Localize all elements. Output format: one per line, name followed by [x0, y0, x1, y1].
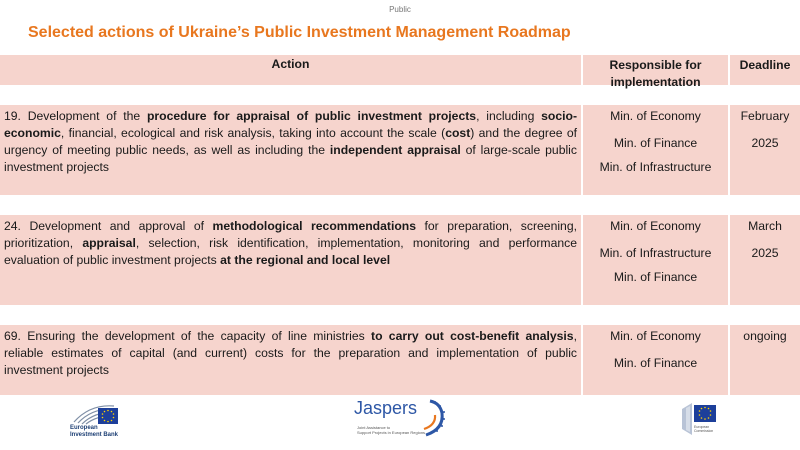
action-emphasis: appraisal	[82, 236, 136, 250]
roadmap-table	[0, 55, 800, 395]
footer-logos	[0, 395, 800, 445]
responsible-cell	[583, 325, 730, 395]
ec-line1: European	[694, 425, 710, 429]
responsible-item: Min. of Economy	[610, 329, 701, 343]
ec-line2: Commission	[694, 429, 714, 433]
deadline-cell	[730, 215, 800, 305]
classification-label: Public	[389, 5, 411, 14]
jaspers-wordmark: Jaspers	[354, 398, 418, 418]
action-text: ) and the degree of urgency of meeting public needs, as well as including the	[4, 126, 577, 157]
responsible-cell	[583, 105, 730, 195]
action-emphasis: cost	[445, 126, 471, 140]
action-text: , financial, ecological and risk analysis, taking into account the scale (	[60, 126, 446, 140]
action-emphasis: at the regional and local level	[220, 253, 391, 267]
deadline-month: March	[748, 219, 782, 233]
jaspers-tagline-line2: Support Projects in European Regions	[357, 430, 426, 435]
responsible-item: Min. of Finance	[613, 270, 698, 284]
action-emphasis: to carry out cost-benefit analysis	[371, 329, 574, 343]
responsible-item: Min. of Finance	[613, 356, 698, 370]
deadline-cell	[730, 105, 800, 195]
jaspers-tagline-line1: Joint Assistance to	[357, 425, 391, 430]
eib-emblem-icon	[70, 402, 150, 426]
header-action: Action	[0, 55, 583, 85]
deadline-year: 2025	[751, 246, 779, 260]
header-deadline: Deadline	[739, 58, 791, 72]
action-emphasis: independent appraisal	[329, 143, 461, 157]
table-row	[0, 105, 800, 195]
ec-logo	[680, 399, 720, 439]
responsible-item: Min. of Economy	[610, 109, 701, 123]
table-row	[0, 325, 800, 395]
responsible-item: Min. of Finance	[613, 136, 698, 150]
responsible-item: Min. of Infrastructure	[599, 246, 712, 260]
eib-line2: Investment Bank	[70, 432, 119, 438]
jaspers-tagline	[357, 425, 425, 435]
deadline-year: 2025	[751, 136, 779, 150]
responsible-item: Min. of Infrastructure	[599, 160, 712, 174]
table-header-row	[0, 55, 800, 89]
jaspers-logo	[354, 397, 449, 441]
page-title: Selected actions of Ukraine’s Public Investment Management Roadmap	[28, 24, 571, 41]
ec-emblem-icon	[680, 399, 720, 439]
deadline-cell	[730, 325, 800, 395]
responsible-item: Min. of Economy	[610, 219, 701, 233]
action-emphasis: procedure for appraisal of public investment projects	[146, 109, 477, 123]
action-text: 69. Ensuring the development of the capacity of line ministries	[4, 329, 372, 343]
action-cell	[0, 215, 583, 305]
header-responsible-line2: implementation	[610, 75, 701, 89]
header-responsible-line1: Responsible for	[609, 58, 702, 72]
responsible-cell	[583, 215, 730, 305]
deadline-status: ongoing	[743, 329, 787, 343]
table-row	[0, 215, 800, 305]
action-cell	[0, 105, 583, 195]
eib-logo	[70, 402, 150, 438]
action-text: , selection, risk identification, implementation, monitoring and performance evaluation of public investment projects	[4, 236, 577, 267]
header-responsible	[583, 55, 730, 89]
eib-line1: European	[70, 425, 98, 431]
action-cell	[0, 325, 583, 395]
jaspers-swirl-icon	[422, 399, 448, 439]
action-text: , reliable estimates of capital (and current) costs for the preparation and implementation of public investment projects	[4, 329, 577, 377]
deadline-month: February	[740, 109, 790, 123]
action-text: 24. Development and approval of	[4, 219, 213, 233]
action-text: 19. Development of the	[4, 109, 147, 123]
action-emphasis: socio-economic	[4, 109, 578, 140]
action-text: , including	[476, 109, 542, 123]
action-text: for preparation, screening, prioritization,	[4, 219, 577, 250]
action-emphasis: methodological recommendations	[212, 219, 417, 233]
action-text: of large-scale public investment projects	[4, 143, 577, 174]
eib-wordmark	[70, 425, 118, 439]
